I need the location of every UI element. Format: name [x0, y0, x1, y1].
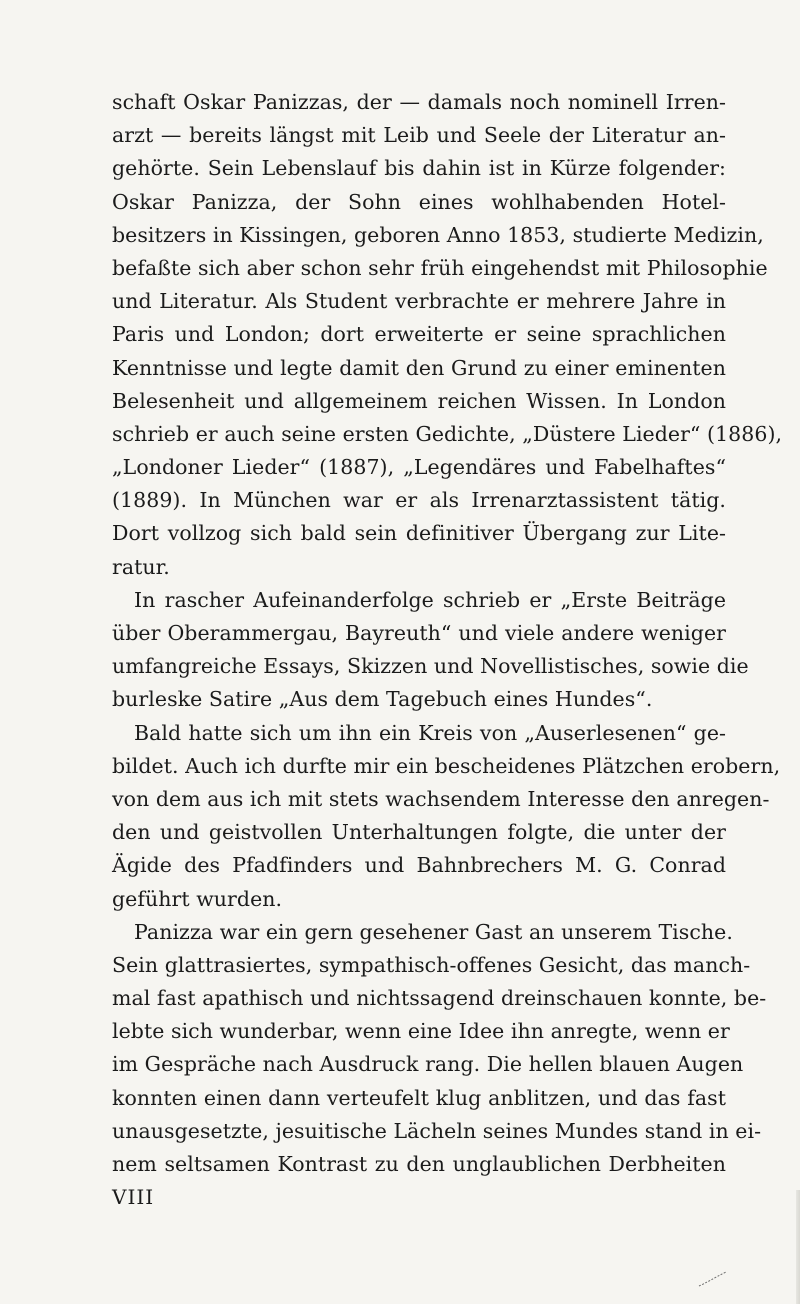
text-line: Dort vollzog sich bald sein definitiver Übergang zur Lite- — [112, 521, 726, 546]
text-line: umfangreiche Essays, Skizzen und Novellistisches, sowie die — [112, 654, 749, 679]
text-line: Paris und London; dort erweiterte er seine sprachlichen — [112, 322, 726, 347]
text-line: konnten einen dann verteufelt klug anblitzen, und das fast — [112, 1085, 726, 1110]
text-line: schaft Oskar Panizzas, der — damals noch nominell Irren- — [112, 90, 726, 114]
text-line: gehörte. Sein Lebenslauf bis dahin ist in Kürze folgender: — [112, 156, 726, 181]
body-text — [112, 86, 783, 1214]
paragraph-start-line: In rascher Aufeinanderfolge schrieb er „Erste Beiträge — [134, 587, 726, 612]
text-line: im Gespräche nach Ausdruck rang. Die hellen blauen Augen — [112, 1052, 744, 1077]
text-line: Sein glattrasiertes, sympathisch-offenes Gesicht, das manch- — [112, 952, 751, 977]
text-line: unausgesetzte, jesuitische Lächeln seines Mundes stand in ei- — [112, 1118, 762, 1143]
pencil-mark-icon — [698, 1270, 728, 1288]
text-line: geführt wurden. — [112, 886, 283, 911]
text-line: von dem aus ich mit stets wachsendem Interesse den anregen- — [112, 786, 770, 811]
text-line: Kenntnisse und legte damit den Grund zu einer eminenten — [112, 355, 726, 380]
text-line: (1889). In München war er als Irrenarztassistent tätig. — [112, 488, 726, 513]
text-line: ratur. — [112, 554, 170, 579]
text-line: bildet. Auch ich durfte mir ein bescheidenes Plätzchen erobern, — [112, 753, 781, 778]
text-line: über Oberammergau, Bayreuth“ und viele andere weniger — [112, 621, 726, 645]
text-line: mal fast apathisch und nichtssagend dreinschauen konnte, be- — [112, 986, 767, 1011]
text-line: nem seltsamen Kontrast zu den unglaublichen Derbheiten — [112, 1152, 726, 1176]
text-line: Ägide des Pfadfinders und Bahnbrechers M. G. Conrad — [112, 853, 726, 878]
text-line: Belesenheit und allgemeinem reichen Wissen. In London — [112, 388, 726, 413]
page-edge-shadow — [796, 1190, 800, 1304]
paragraph-start-line: Bald hatte sich um ihn ein Kreis von „Auserlesenen“ ge- — [134, 720, 726, 745]
text-line: lebte sich wunderbar, wenn eine Idee ihn anregte, wenn er — [112, 1019, 730, 1044]
text-line: Oskar Panizza, der Sohn eines wohlhabenden Hotel- — [112, 189, 726, 214]
paragraph-start-line: Panizza war ein gern gesehener Gast an unserem Tische. — [134, 919, 733, 944]
text-line: besitzers in Kissingen, geboren Anno 1853, studierte Medizin, — [112, 222, 764, 247]
page-signature: VIII — [112, 1185, 155, 1210]
text-line: und Literatur. Als Student verbrachte er mehrere Jahre in — [112, 289, 726, 314]
text-line: schrieb er auch seine ersten Gedichte, „Düstere Lieder“ (1886), — [112, 421, 783, 446]
text-line: den und geistvollen Unterhaltungen folgte, die unter der — [112, 820, 726, 845]
text-line: „Londoner Lieder“ (1887), „Legendäres und Fabelhaftes“ — [112, 455, 726, 480]
text-line: burleske Satire „Aus dem Tagebuch eines Hundes“. — [112, 687, 653, 712]
text-line: befaßte sich aber schon sehr früh eingehendst mit Philosophie — [112, 255, 768, 280]
text-line: arzt — bereits längst mit Leib und Seele der Literatur an- — [112, 123, 726, 148]
